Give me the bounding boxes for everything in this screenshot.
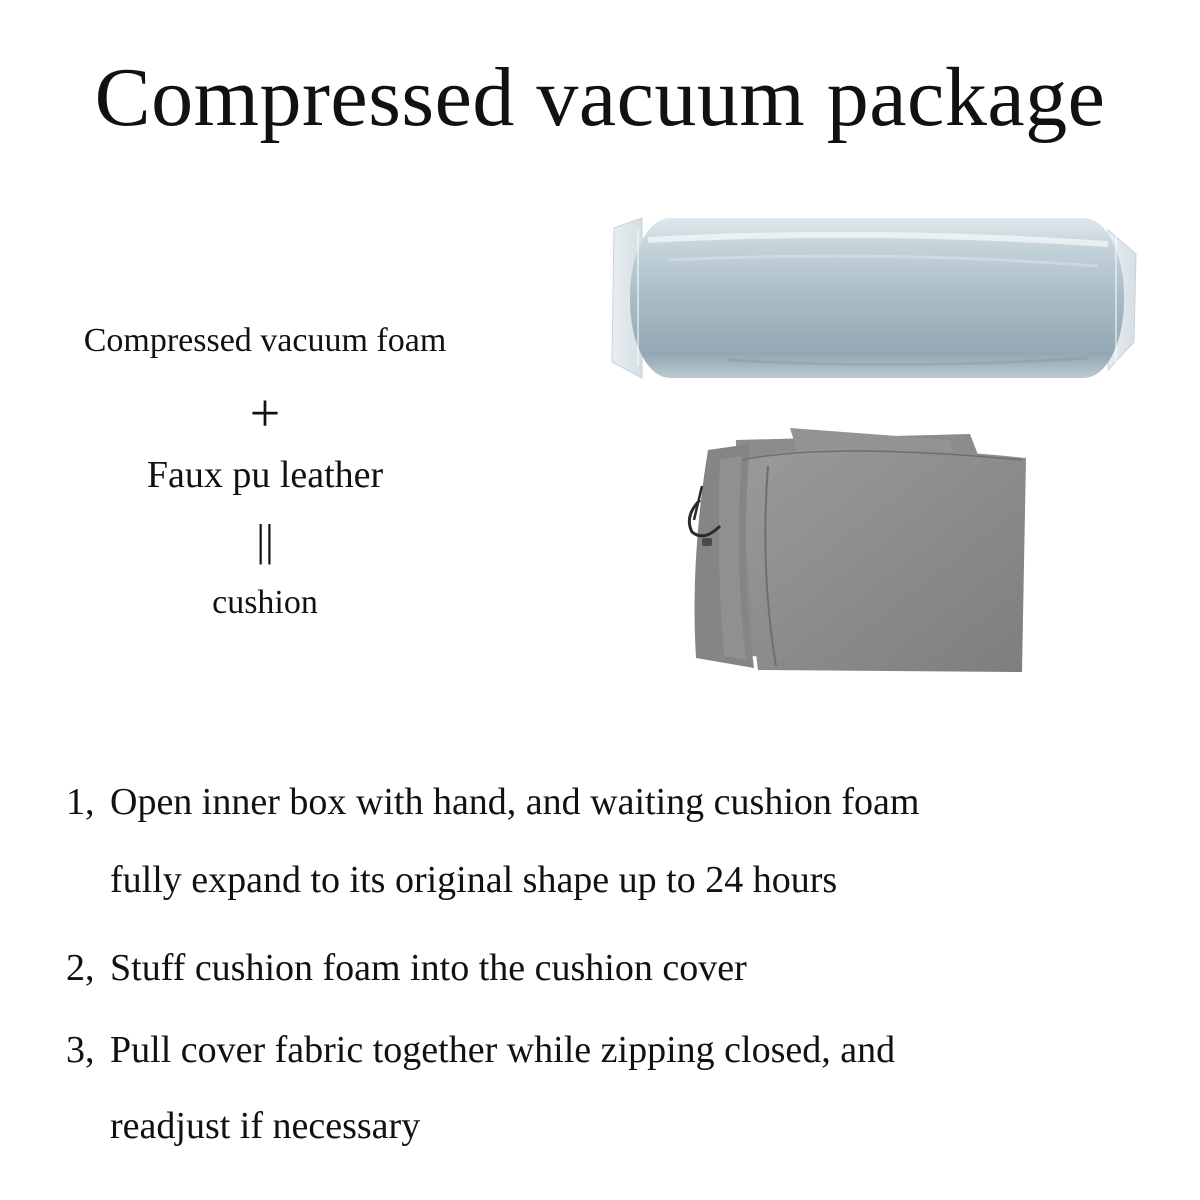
rolled-foam-image [608,210,1140,388]
step-text-line: Open inner box with hand, and waiting cushion foam [110,781,920,823]
cushion-cover-image [680,420,1032,680]
step-text-line: Stuff cushion foam into the cushion cover [110,947,747,989]
equals-sign: || [256,516,274,565]
step-text-line: fully expand to its original shape up to 24 hours [110,859,838,901]
result-label: cushion [212,584,318,621]
step-text-line: readjust if necessary [110,1105,421,1147]
component-cover-label: Faux pu leather [146,454,384,496]
component-foam-label: Compressed vacuum foam [83,322,447,359]
step-number: 2, [66,947,95,989]
plus-sign: + [249,383,281,443]
step-text-line: Pull cover fabric together while zipping closed, and [110,1029,896,1071]
step-number: 3, [66,1029,95,1071]
page-title: Compressed vacuum package [94,51,1106,144]
step-number: 1, [66,781,95,823]
